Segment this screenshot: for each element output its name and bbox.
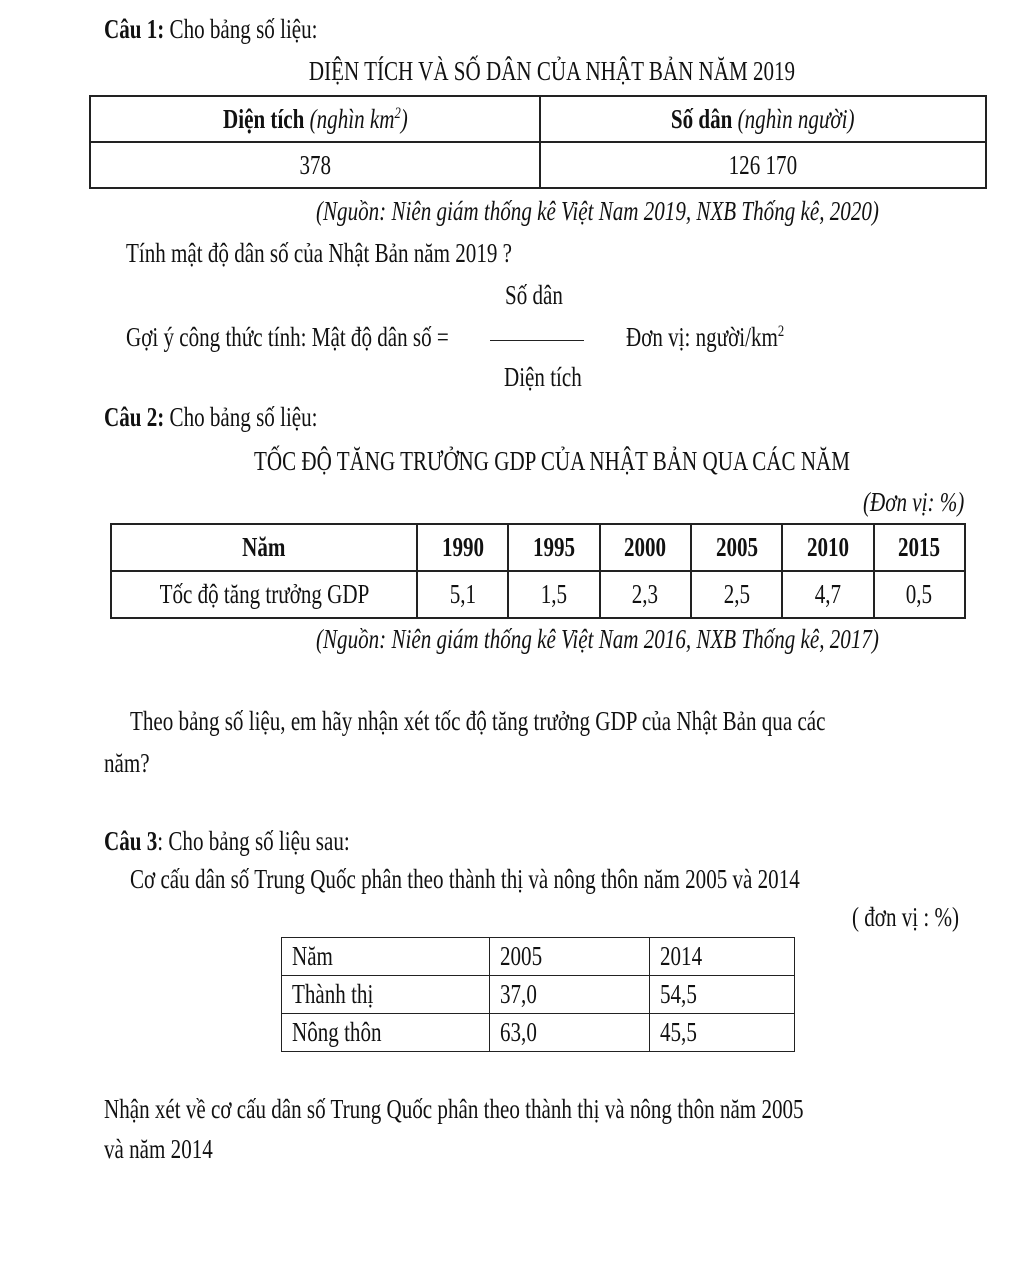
q2-year-1995: 1995	[508, 524, 599, 571]
q1-numerator: Số dân	[505, 280, 563, 310]
q3-urban-2014: 54,5	[650, 976, 795, 1014]
q1-header-area-after: )	[400, 103, 408, 134]
q1-header-row	[90, 96, 986, 142]
q1-value-area: 378	[90, 142, 540, 188]
q2-row-label: Tốc độ tăng trưởng GDP	[111, 571, 417, 618]
q3-header-row	[282, 938, 795, 976]
q1-header-pop-italic: (nghìn người)	[737, 103, 855, 134]
q3-table	[281, 937, 795, 1052]
q1-intro: Cho bảng số liệu:	[169, 14, 318, 44]
q2-value-2010: 4,7	[782, 571, 873, 618]
q1-label: Câu 1:	[104, 14, 165, 44]
q1-formula-hint: Gợi ý công thức tính: Mật độ dân số =	[126, 322, 449, 352]
q3-question-line1: Nhận xét về cơ cấu dân số Trung Quốc phân theo thành thị và nông thôn năm 2005	[104, 1094, 804, 1124]
q1-fraction-bar	[490, 340, 584, 341]
q2-value-1990: 5,1	[417, 571, 508, 618]
q1-value-pop: 126 170	[540, 142, 986, 188]
q2-question-line2: năm?	[104, 748, 150, 778]
q2-year-1990: 1990	[417, 524, 508, 571]
q3-unit: ( đơn vị : %)	[852, 902, 960, 932]
q2-label: Câu 2:	[104, 402, 165, 432]
q1-table-title: DIỆN TÍCH VÀ SỐ DÂN CỦA NHẬT BẢN NĂM 2019	[308, 56, 796, 86]
q1-header-area-italic: (nghìn km	[309, 103, 395, 134]
q2-table-title: TỐC ĐỘ TĂNG TRƯỞNG GDP CỦA NHẬT BẢN QUA CÁC NĂM	[254, 446, 850, 476]
q1-unit: Đơn vị: người/$km^2$	[626, 322, 785, 352]
q2-year-2010: 2010	[782, 524, 873, 571]
q2-header-row	[111, 524, 965, 571]
q1-header-pop-bold: Số dân	[671, 103, 733, 134]
q1-header-pop	[540, 96, 986, 142]
q3-header-label: Năm	[282, 938, 490, 976]
q3-intro: : Cho bảng số liệu sau:	[157, 826, 350, 856]
q2-intro: Cho bảng số liệu:	[169, 402, 318, 432]
q3-header-2014: 2014	[650, 938, 795, 976]
q2-table	[110, 523, 966, 619]
q1-heading	[104, 14, 318, 45]
q1-unit-sup: 2	[777, 322, 785, 340]
q2-header-label: Năm	[111, 524, 417, 571]
q1-header-area-sup: 2	[394, 103, 401, 122]
q3-label: Câu 3	[104, 826, 158, 856]
q3-heading	[104, 826, 350, 857]
q2-value-2015: 0,5	[874, 571, 965, 618]
q2-question-line1: Theo bảng số liệu, em hãy nhận xét tốc độ tăng trưởng GDP của Nhật Bản qua các	[130, 706, 826, 736]
q2-year-2015: 2015	[874, 524, 965, 571]
q3-header-2005: 2005	[490, 938, 650, 976]
q3-question-line2: và năm 2014	[104, 1134, 213, 1164]
q3-rural-2014: 45,5	[650, 1014, 795, 1052]
q2-source: (Nguồn: Niên giám thống kê Việt Nam 2016, NXB Thống kê, 2017)	[316, 624, 879, 654]
q3-urban-label: Thành thị	[282, 976, 490, 1014]
q3-table-title: Cơ cấu dân số Trung Quốc phân theo thành thị và nông thôn năm 2005 và 2014	[130, 864, 800, 894]
q1-denominator: Diện tích	[504, 362, 582, 392]
q1-table	[89, 95, 987, 189]
q2-year-2005: 2005	[691, 524, 782, 571]
q2-value-2000: 2,3	[600, 571, 691, 618]
q2-year-2000: 2000	[600, 524, 691, 571]
q1-source: (Nguồn: Niên giám thống kê Việt Nam 2019, NXB Thống kê, 2020)	[316, 196, 879, 226]
q2-unit: (Đơn vị: %)	[863, 487, 965, 517]
q3-urban-2005: 37,0	[490, 976, 650, 1014]
q3-rural-label: Nông thôn	[282, 1014, 490, 1052]
q3-row-urban	[282, 976, 795, 1014]
q2-value-1995: 1,5	[508, 571, 599, 618]
q2-value-2005: 2,5	[691, 571, 782, 618]
q3-row-rural	[282, 1014, 795, 1052]
q1-value-row	[90, 142, 986, 188]
q1-header-area	[90, 96, 540, 142]
q1-header-area-bold: Diện tích	[222, 103, 304, 134]
q1-question: Tính mật độ dân số của Nhật Bản năm 2019 ?	[126, 238, 513, 268]
q2-value-row	[111, 571, 965, 618]
q2-heading	[104, 402, 318, 433]
q3-rural-2005: 63,0	[490, 1014, 650, 1052]
